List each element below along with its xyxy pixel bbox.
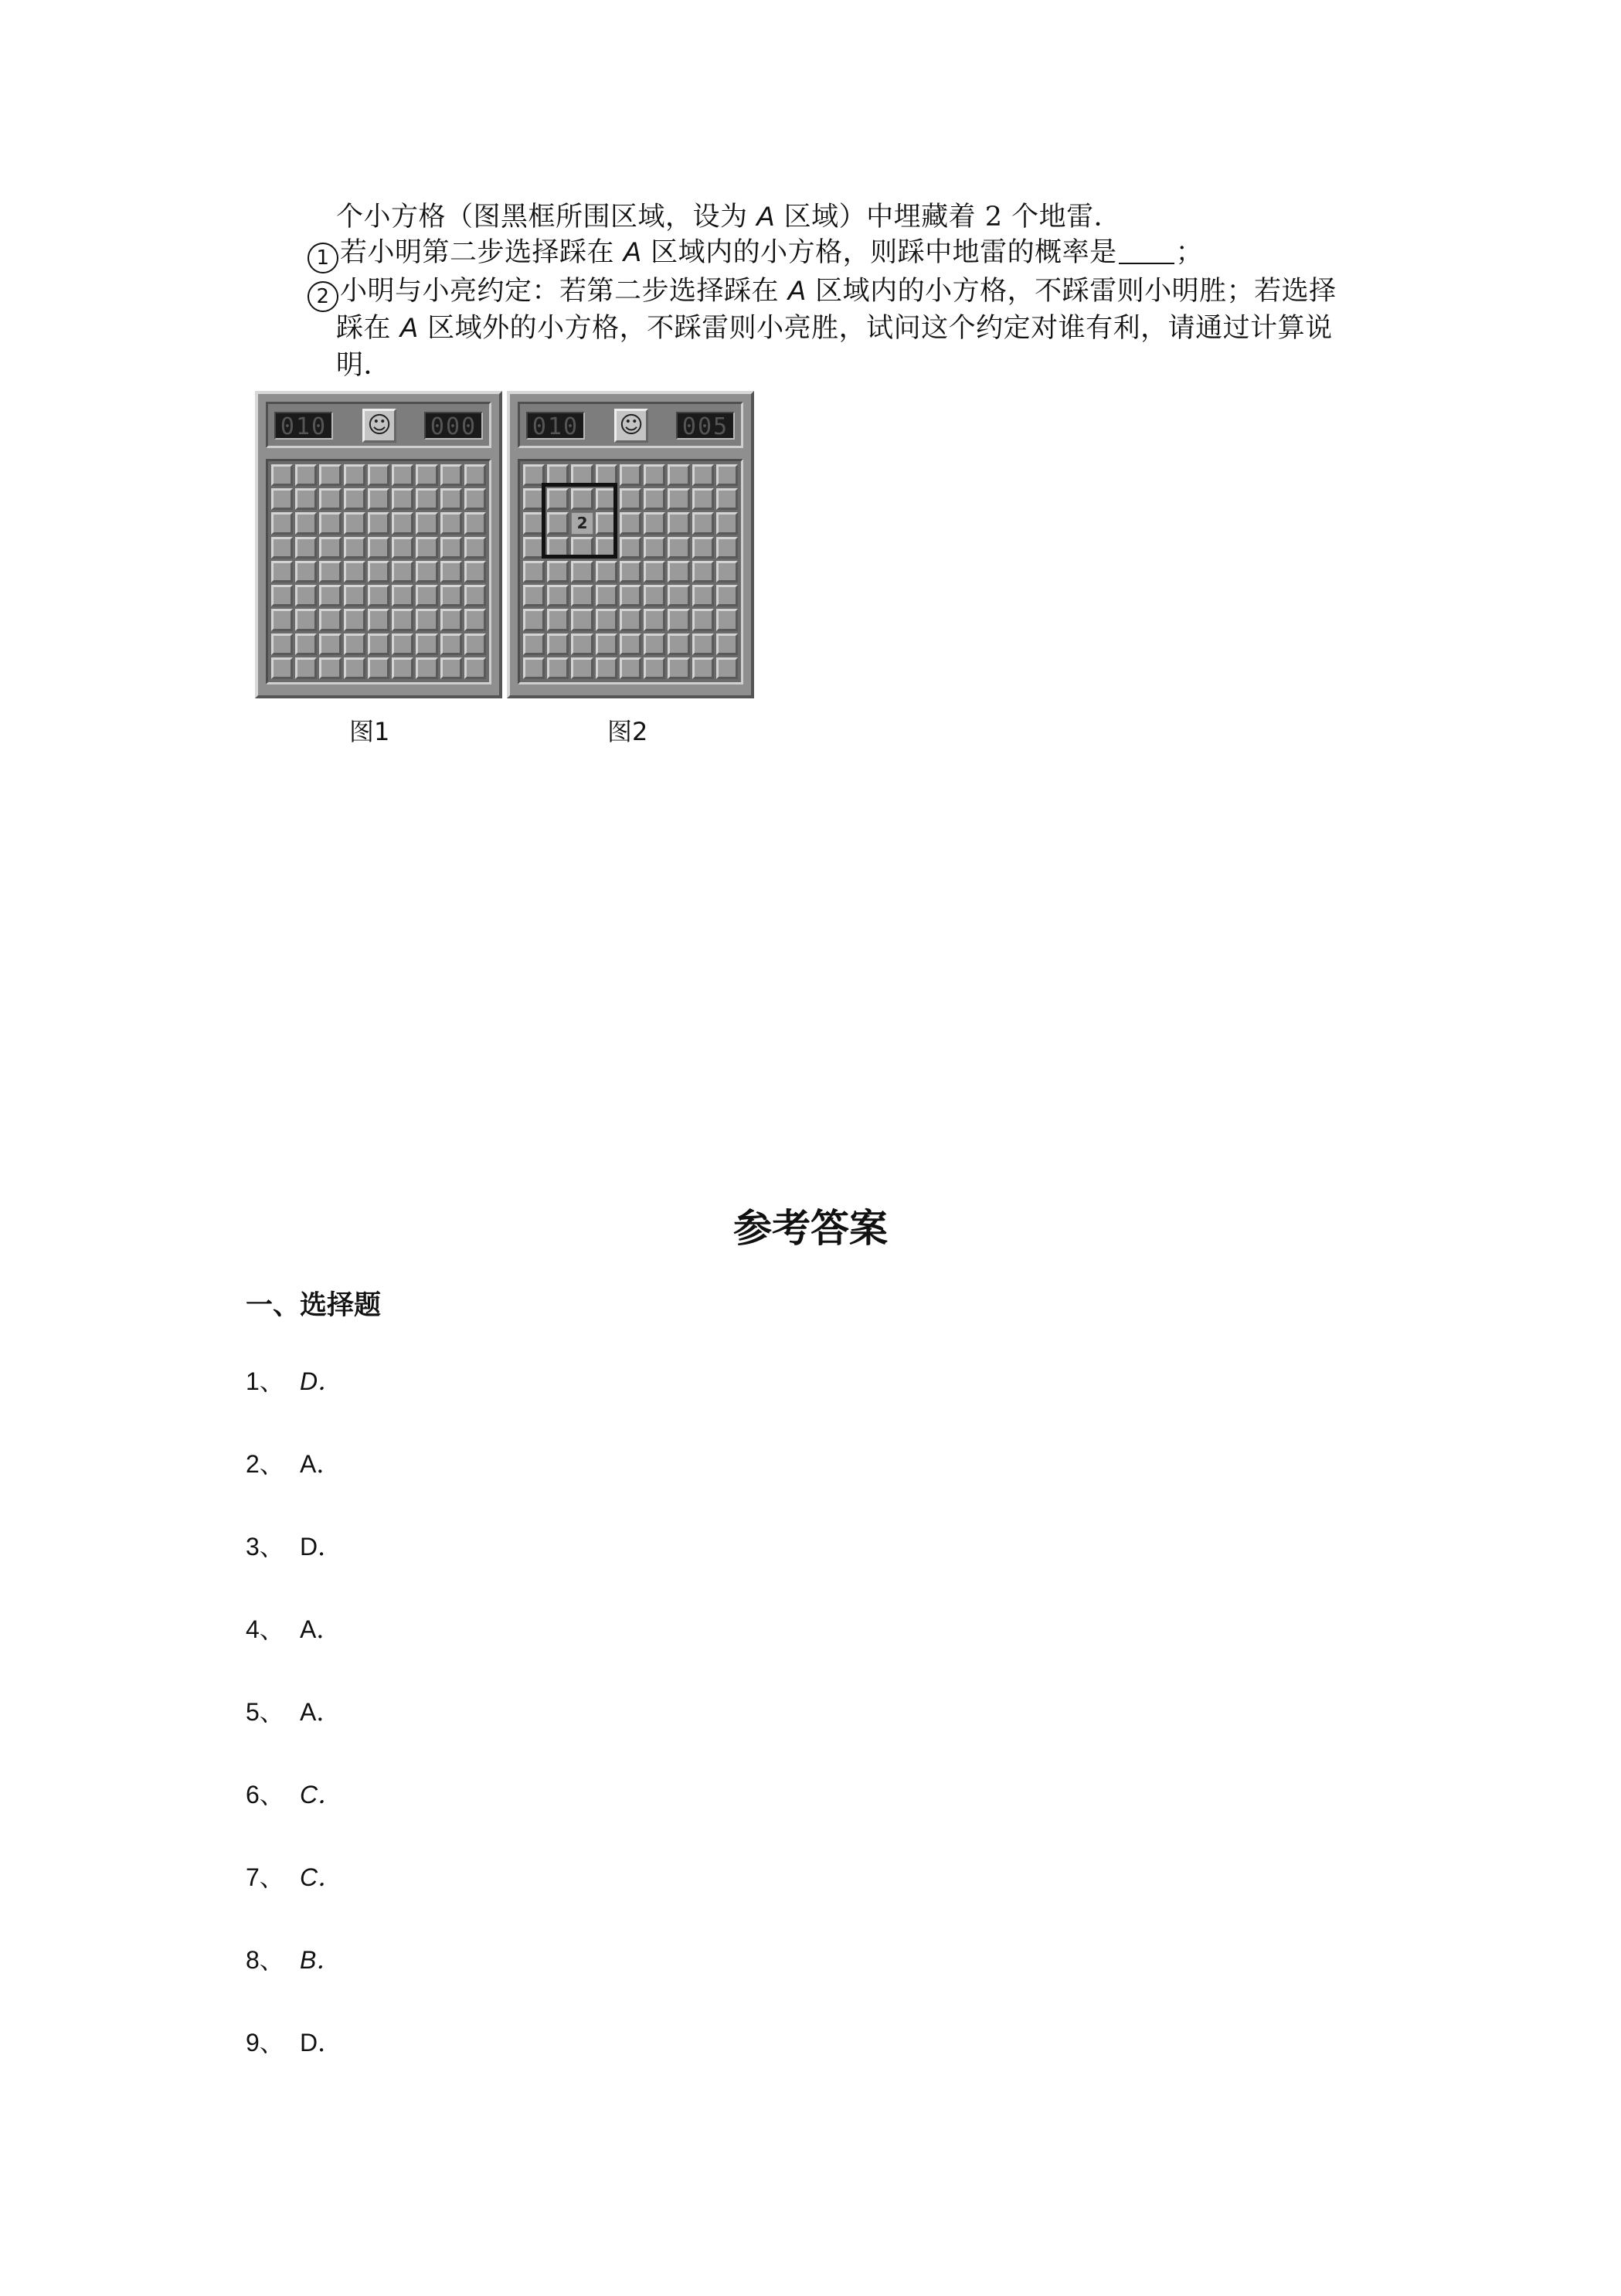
figure-caption-1: 图1 xyxy=(349,717,390,746)
mine-cell[interactable] xyxy=(368,464,389,486)
mine-cell[interactable] xyxy=(596,657,617,679)
answer-number: 9、 xyxy=(246,2029,284,2057)
mine-cell[interactable] xyxy=(620,488,641,510)
question-part-2-end: 明． xyxy=(336,350,392,381)
mine-grid xyxy=(266,459,491,684)
mine-cell[interactable] xyxy=(464,464,486,486)
mine-cell[interactable] xyxy=(392,537,413,559)
mine-cell[interactable] xyxy=(644,657,665,679)
mine-cell[interactable] xyxy=(295,512,317,534)
mine-cell[interactable] xyxy=(547,488,569,510)
mine-cell[interactable] xyxy=(571,585,593,606)
mine-cell[interactable] xyxy=(596,633,617,655)
mine-cell[interactable] xyxy=(440,512,462,534)
mine-cell[interactable] xyxy=(464,512,486,534)
mine-cell[interactable] xyxy=(368,488,389,510)
mine-cell[interactable] xyxy=(416,609,437,630)
mine-cell[interactable] xyxy=(392,609,413,630)
answer-value: A． xyxy=(300,1615,342,1643)
circled-number-1: 1 xyxy=(308,243,338,273)
mine-cell[interactable] xyxy=(571,464,593,486)
mine-cell[interactable] xyxy=(644,561,665,582)
answer-value: A． xyxy=(300,1450,342,1478)
mine-cell[interactable] xyxy=(416,585,437,606)
mine-cell[interactable] xyxy=(416,657,437,679)
mine-cell[interactable] xyxy=(271,537,293,559)
mine-cell[interactable] xyxy=(344,609,365,630)
mine-cell[interactable] xyxy=(271,488,293,510)
answer-item xyxy=(246,1366,342,1397)
mine-cell[interactable] xyxy=(523,585,545,606)
mine-cell[interactable] xyxy=(692,464,714,486)
answer-key-title: 参考答案 xyxy=(733,1206,888,1251)
mine-cell[interactable] xyxy=(464,585,486,606)
answer-number: 5、 xyxy=(246,1698,284,1726)
mine-cell[interactable] xyxy=(440,537,462,559)
mine-cell[interactable] xyxy=(668,512,689,534)
mine-cell[interactable] xyxy=(416,633,437,655)
mine-cell[interactable] xyxy=(392,464,413,486)
answer-value: D． xyxy=(300,1533,343,1561)
mine-cell[interactable] xyxy=(295,537,317,559)
mine-cell[interactable] xyxy=(620,512,641,534)
mine-cell[interactable] xyxy=(295,561,317,582)
mine-cell[interactable] xyxy=(523,561,545,582)
mine-cell[interactable] xyxy=(392,561,413,582)
answer-value: B． xyxy=(300,1946,342,1974)
mine-cell[interactable] xyxy=(319,464,341,486)
mine-cell[interactable] xyxy=(692,657,714,679)
question-line-1: 个小方格（图黑框所围区域，设为 A 区域）中埋藏着 2 个地雷． xyxy=(336,202,1122,233)
mine-cell[interactable] xyxy=(620,657,641,679)
mine-cell[interactable] xyxy=(692,585,714,606)
status-bar xyxy=(266,402,491,448)
answer-item xyxy=(246,1697,341,1727)
mine-cell[interactable] xyxy=(319,488,341,510)
answer-value: C． xyxy=(300,1863,343,1891)
mine-cell[interactable] xyxy=(644,609,665,630)
answer-number: 7、 xyxy=(246,1863,284,1891)
figure-caption-2: 图2 xyxy=(607,717,648,746)
mine-cell[interactable] xyxy=(464,488,486,510)
mine-cell[interactable] xyxy=(547,585,569,606)
region-a-label: A xyxy=(756,202,776,232)
mine-cell[interactable] xyxy=(620,585,641,606)
mine-cell[interactable] xyxy=(547,512,569,534)
mine-cell[interactable] xyxy=(368,657,389,679)
answer-value: A． xyxy=(300,1698,342,1726)
minesweeper-figure-2 xyxy=(507,391,754,698)
answer-blank xyxy=(1119,238,1174,264)
mine-cell[interactable] xyxy=(344,657,365,679)
mine-cell[interactable] xyxy=(271,464,293,486)
mine-cell[interactable] xyxy=(416,512,437,534)
mine-cell[interactable] xyxy=(392,512,413,534)
mine-cell[interactable] xyxy=(440,609,462,630)
mine-cell[interactable] xyxy=(620,609,641,630)
mine-cell[interactable] xyxy=(295,464,317,486)
mine-cell[interactable] xyxy=(344,537,365,559)
mine-cell[interactable] xyxy=(295,657,317,679)
mine-cell[interactable] xyxy=(416,537,437,559)
mine-cell[interactable] xyxy=(368,561,389,582)
mine-cell[interactable] xyxy=(523,609,545,630)
question-part-2: 2 小明与小亮约定：若第二步选择踩在 A 区域内的小方格，不踩雷则小明胜；若选择 xyxy=(308,273,1337,312)
mine-cell[interactable] xyxy=(440,657,462,679)
mine-cell[interactable] xyxy=(464,609,486,630)
mine-cell[interactable] xyxy=(668,657,689,679)
mine-cell[interactable] xyxy=(668,488,689,510)
mine-cell[interactable] xyxy=(319,609,341,630)
answer-number: 1、 xyxy=(246,1367,284,1395)
question-part-2-cont: 踩在 A 区域外的小方格，不踩雷则小亮胜，试问这个约定对谁有利，请通过计算说 xyxy=(336,313,1333,344)
mine-cell[interactable] xyxy=(523,512,545,534)
mine-cell[interactable] xyxy=(692,633,714,655)
mine-cell[interactable] xyxy=(571,488,593,510)
mine-cell[interactable] xyxy=(620,561,641,582)
answer-number: 6、 xyxy=(246,1781,284,1809)
mine-cell[interactable] xyxy=(295,488,317,510)
mine-cell[interactable] xyxy=(547,537,569,559)
mine-cell[interactable] xyxy=(596,488,617,510)
answer-number: 2、 xyxy=(246,1450,284,1478)
mine-cell[interactable] xyxy=(523,633,545,655)
mine-cell[interactable] xyxy=(668,561,689,582)
mine-cell[interactable] xyxy=(440,585,462,606)
mine-cell[interactable] xyxy=(547,609,569,630)
mine-cell[interactable] xyxy=(523,464,545,486)
mine-cell[interactable] xyxy=(668,585,689,606)
mine-cell[interactable] xyxy=(271,609,293,630)
minesweeper-figure-1 xyxy=(255,391,502,698)
mine-cell[interactable] xyxy=(620,633,641,655)
mine-cell[interactable] xyxy=(547,633,569,655)
mine-cell[interactable] xyxy=(716,561,738,582)
mine-cell[interactable] xyxy=(716,537,738,559)
mine-counter: 010 xyxy=(526,412,585,440)
mine-cell[interactable] xyxy=(644,633,665,655)
mine-cell[interactable] xyxy=(416,488,437,510)
mine-cell[interactable] xyxy=(596,512,617,534)
mine-cell[interactable] xyxy=(368,512,389,534)
mine-cell[interactable] xyxy=(392,585,413,606)
timer-counter: 000 xyxy=(424,412,483,440)
mine-cell[interactable] xyxy=(668,609,689,630)
mine-cell[interactable] xyxy=(716,585,738,606)
mine-cell[interactable] xyxy=(716,488,738,510)
mine-cell[interactable] xyxy=(571,657,593,679)
mine-cell[interactable] xyxy=(692,512,714,534)
mine-cell[interactable] xyxy=(319,537,341,559)
mine-cell[interactable] xyxy=(596,609,617,630)
mine-cell[interactable] xyxy=(692,561,714,582)
mine-cell[interactable] xyxy=(392,488,413,510)
mine-cell[interactable] xyxy=(523,657,545,679)
mine-cell[interactable] xyxy=(271,657,293,679)
section-heading: 一、选择题 xyxy=(246,1290,382,1321)
mine-cell[interactable] xyxy=(644,537,665,559)
answer-value: D． xyxy=(300,1367,343,1395)
answer-item xyxy=(246,1862,342,1893)
answer-item xyxy=(246,2027,342,2058)
mine-cell[interactable] xyxy=(271,561,293,582)
mine-cell[interactable] xyxy=(344,561,365,582)
mine-cell[interactable] xyxy=(596,537,617,559)
smiley-face-icon: ☺ xyxy=(362,409,396,443)
mine-cell[interactable] xyxy=(464,561,486,582)
circled-number-2: 2 xyxy=(308,281,338,312)
mine-cell[interactable] xyxy=(271,512,293,534)
mine-cell[interactable] xyxy=(440,633,462,655)
mine-cell[interactable] xyxy=(571,609,593,630)
mine-cell[interactable] xyxy=(716,657,738,679)
mine-cell[interactable] xyxy=(271,633,293,655)
mine-cell[interactable] xyxy=(368,633,389,655)
mine-cell[interactable] xyxy=(319,512,341,534)
mine-cell[interactable] xyxy=(416,561,437,582)
mine-cell[interactable] xyxy=(644,464,665,486)
mine-cell[interactable] xyxy=(716,512,738,534)
revealed-cell[interactable]: 2 xyxy=(571,512,593,534)
mine-cell[interactable] xyxy=(295,609,317,630)
mine-cell[interactable] xyxy=(392,633,413,655)
mine-cell[interactable] xyxy=(571,537,593,559)
mine-cell[interactable] xyxy=(547,464,569,486)
status-bar xyxy=(518,402,743,448)
mine-cell[interactable] xyxy=(344,512,365,534)
mine-cell[interactable] xyxy=(440,561,462,582)
mine-cell[interactable] xyxy=(271,585,293,606)
mine-cell[interactable] xyxy=(344,464,365,486)
mine-cell[interactable] xyxy=(644,512,665,534)
mine-cell[interactable] xyxy=(319,633,341,655)
answer-value: D． xyxy=(300,2029,343,2057)
mine-cell[interactable] xyxy=(547,561,569,582)
answer-number: 3、 xyxy=(246,1533,284,1561)
answer-number: 8、 xyxy=(246,1946,284,1974)
answer-item xyxy=(246,1614,341,1645)
mine-cell[interactable] xyxy=(620,464,641,486)
mine-cell[interactable] xyxy=(571,633,593,655)
mine-cell[interactable] xyxy=(620,537,641,559)
mine-cell[interactable] xyxy=(596,464,617,486)
mine-cell[interactable] xyxy=(644,585,665,606)
mine-cell[interactable] xyxy=(692,488,714,510)
mine-cell[interactable] xyxy=(547,657,569,679)
answer-value: C． xyxy=(300,1781,343,1809)
mine-cell[interactable] xyxy=(464,633,486,655)
answer-item xyxy=(246,1449,341,1479)
mine-cell[interactable] xyxy=(716,464,738,486)
mine-cell[interactable] xyxy=(319,585,341,606)
mine-cell[interactable] xyxy=(668,464,689,486)
question-part-1: 1 若小明第二步选择踩在 A 区域内的小方格，则踩中地雷的概率是 ； xyxy=(308,235,1203,273)
mine-cell[interactable] xyxy=(368,537,389,559)
mine-cell[interactable] xyxy=(692,609,714,630)
mine-cell[interactable] xyxy=(596,561,617,582)
mine-cell[interactable] xyxy=(716,633,738,655)
mine-cell[interactable] xyxy=(295,633,317,655)
mine-cell[interactable] xyxy=(523,488,545,510)
mine-cell[interactable] xyxy=(344,585,365,606)
answer-item xyxy=(246,1531,342,1562)
mine-counter: 010 xyxy=(274,412,333,440)
mine-cell[interactable] xyxy=(319,561,341,582)
mine-grid xyxy=(518,459,743,684)
mine-cell[interactable] xyxy=(692,537,714,559)
answer-item xyxy=(246,1779,342,1810)
mine-cell[interactable] xyxy=(440,488,462,510)
mine-cell[interactable] xyxy=(644,488,665,510)
mine-cell[interactable] xyxy=(440,464,462,486)
mine-cell[interactable] xyxy=(464,657,486,679)
mine-cell[interactable] xyxy=(716,609,738,630)
smiley-face-icon: ☺ xyxy=(614,409,648,443)
mine-cell[interactable] xyxy=(392,657,413,679)
mine-cell[interactable] xyxy=(368,609,389,630)
mine-cell[interactable] xyxy=(295,585,317,606)
mine-cell[interactable] xyxy=(668,633,689,655)
mine-cell[interactable] xyxy=(344,633,365,655)
answer-item xyxy=(246,1944,341,1975)
mine-cell[interactable] xyxy=(523,537,545,559)
timer-counter: 005 xyxy=(676,412,735,440)
mine-cell[interactable] xyxy=(596,585,617,606)
mine-cell[interactable] xyxy=(668,537,689,559)
mine-cell[interactable] xyxy=(464,537,486,559)
mine-cell[interactable] xyxy=(416,464,437,486)
mine-cell[interactable] xyxy=(319,657,341,679)
answer-number: 4、 xyxy=(246,1615,284,1643)
mine-cell[interactable] xyxy=(368,585,389,606)
mine-cell[interactable] xyxy=(571,561,593,582)
mine-cell[interactable] xyxy=(344,488,365,510)
